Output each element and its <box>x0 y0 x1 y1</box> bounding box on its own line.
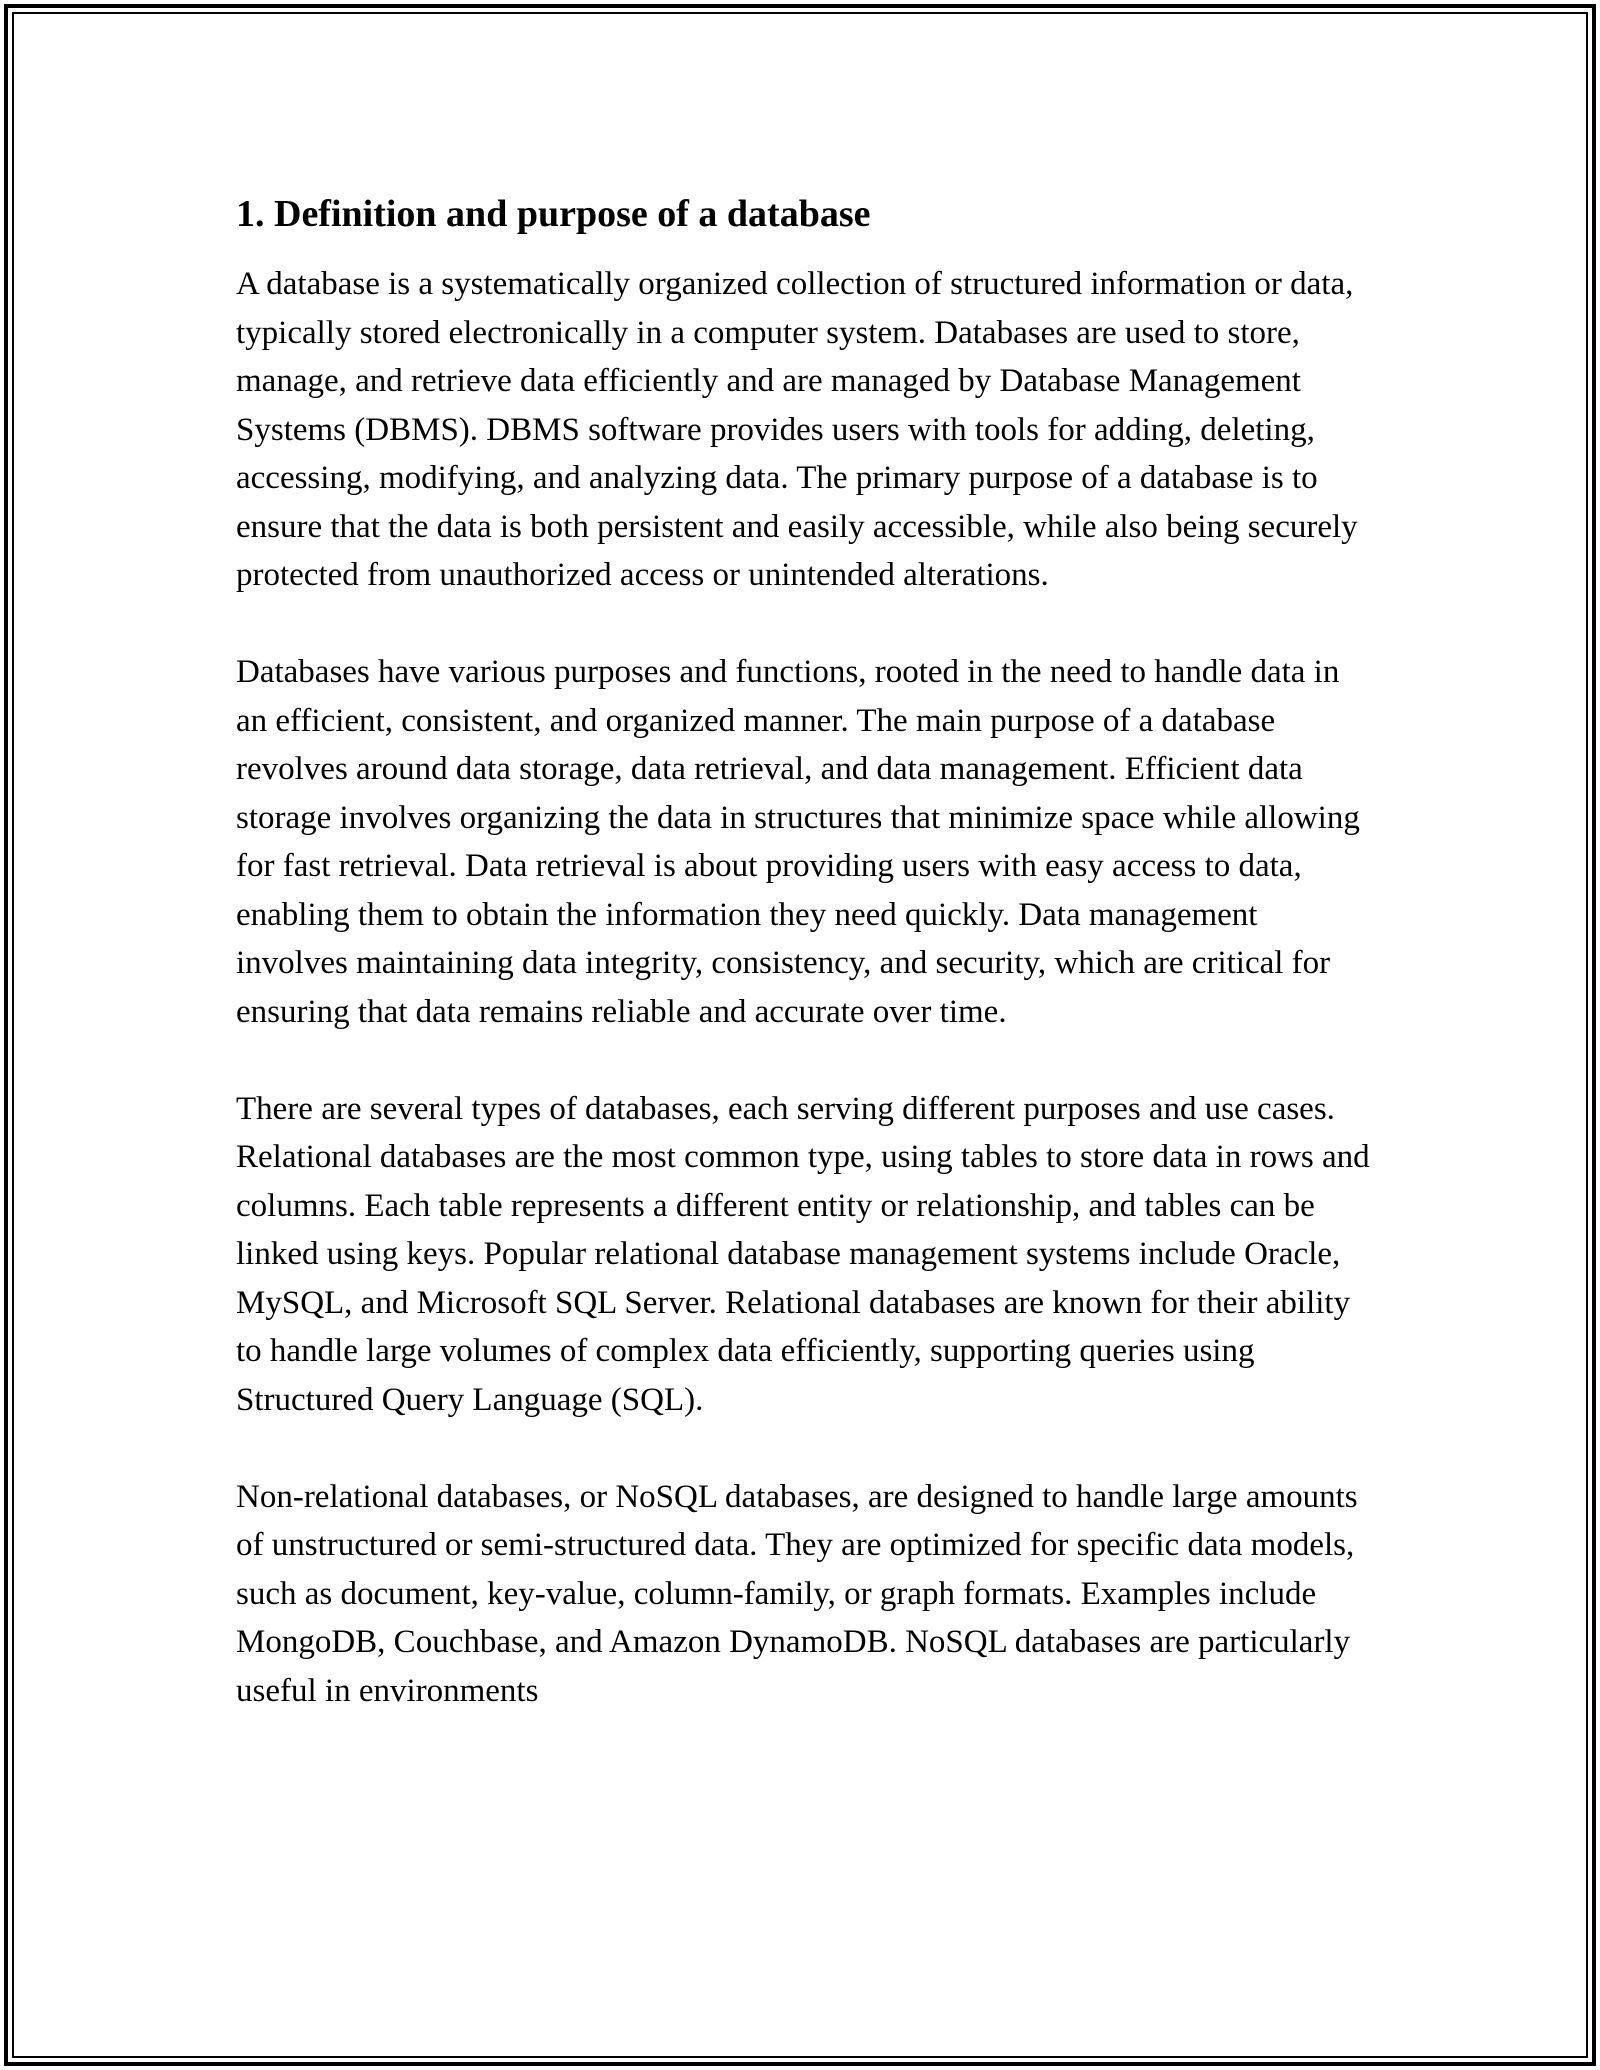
section-heading: 1. Definition and purpose of a database <box>236 193 871 235</box>
paragraph-nosql-databases: Non-relational databases, or NoSQL databases, are designed to handle large amounts of unstructured or semi-structured data. They are optimized for specific data models, such as document, key-value, column-family, or graph formats. Examples include MongoDB, Couchbase, and Amazon DynamoDB. NoSQL databases are particularly useful in environments <box>236 1478 1358 1709</box>
paragraph-relational-databases: There are several types of databases, each serving different purposes and use cases. Relational databases are the most common type, using tables to store data in rows and columns. Each table represents a different entity or relationship, and tables can be linked using keys. Popular relational database management systems include Oracle, MySQL, and Microsoft SQL Server. Relational databases are known for their ability to handle large volumes of complex data efficiently, supporting queries using Structured Query Language (SQL). <box>236 1090 1370 1418</box>
paragraph-purposes: Databases have various purposes and functions, rooted in the need to handle data in an efficient, consistent, and organized manner. The main purpose of a database revolves around data storage, data retrieval, and data management. Efficient data storage involves organizing the data in structures that minimize space while allowing for fast retrieval. Data retrieval is about providing users with easy access to data, enabling them to obtain the information they need quickly. Data management involves maintaining data integrity, consistency, and security, which are critical for ensuring that data remains reliable and accurate over time. <box>236 654 1360 1030</box>
paragraph-definition: A database is a systematically organized collection of structured information or data, typically stored electronically in a computer system. Databases are used to store, manage, and retrieve data efficiently and are managed by Database Management Systems (DBMS). DBMS software provides users with tools for adding, deleting, accessing, modifying, and analyzing data. The primary purpose of a database is to ensure that the data is both persistent and easily accessible, while also being securely protected from unauthorized access or unintended alterations. <box>236 266 1358 593</box>
document-body <box>236 186 1376 1715</box>
